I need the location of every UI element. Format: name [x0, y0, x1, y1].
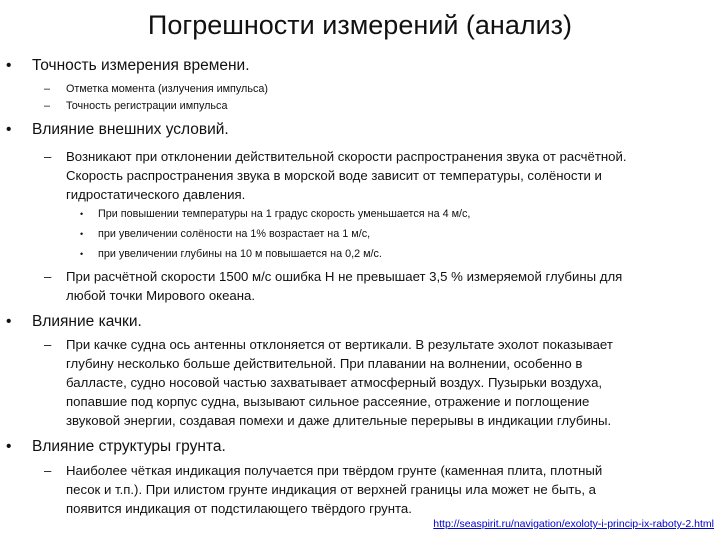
section-1-item-2 — [44, 98, 696, 115]
section-4-item-line-2: песок и т.п.). При илистом грунте индикация от верхней границы ила может не быть, а — [66, 482, 597, 497]
dash: – — [44, 83, 51, 95]
bullet: • — [6, 438, 12, 455]
section-1-heading — [6, 56, 250, 75]
section-2-item-2-line-1: При расчётной скорости 1500 м/с ошибка Н не превышает 3,5 % измеряемой глубины для — [66, 269, 623, 284]
section-3-item-line-2: глубину несколько больше действительной. При плавании на волнении, особенно в — [66, 356, 583, 371]
section-1-item-1-text: Отметка момента (излучения импульса) — [66, 83, 268, 95]
section-2-sub-item-3 — [80, 246, 382, 263]
section-1-heading-text: Точность измерения времени. — [32, 57, 250, 74]
section-4-item-line-3: появится индикация от подстилающего твёрдого грунта. — [66, 501, 412, 516]
section-2-item-2 — [44, 267, 696, 305]
section-2-sub-item-2 — [80, 226, 371, 243]
bullet: • — [80, 229, 84, 239]
bullet: • — [6, 57, 12, 74]
dash: – — [44, 149, 52, 164]
section-2-sub-item-1 — [80, 206, 471, 223]
section-2-item-2-line-2: любой точки Мирового океана. — [66, 288, 256, 303]
section-3-item-1 — [44, 335, 696, 430]
section-2-item-1-line-1: Возникают при отклонении действительной скорости распространения звука от расчётной. — [66, 149, 627, 164]
bullet: • — [80, 249, 84, 259]
bullet: • — [6, 121, 12, 138]
section-4-heading-text: Влияние структуры грунта. — [32, 438, 226, 455]
section-2-item-1-line-3: гидростатического давления. — [66, 187, 246, 202]
section-4-item-line-1: Наиболее чёткая индикация получается при твёрдом грунте (каменная плита, плотный — [66, 463, 603, 478]
slide-title: Погрешности измерений (анализ) — [147, 10, 573, 40]
section-3-item-line-4: попавшие под корпус судна, вызывают сильное рассеяние, отражение и поглощение — [66, 394, 590, 409]
dash: – — [44, 463, 52, 478]
section-2-item-1-line-2: Скорость распространения звука в морской воде зависит от температуры, солёности и — [66, 168, 602, 183]
section-2-sub-item-2-text: при увеличении солёности на 1% возрастает на 1 м/с, — [98, 228, 371, 240]
bullet: • — [6, 313, 12, 330]
section-1-item-1 — [44, 81, 696, 98]
section-3-heading — [6, 312, 142, 331]
section-3-item-line-5: звуковой энергии, создавая помехи и даже длительные перерывы в индикации глубины. — [66, 413, 612, 428]
section-1-item-2-text: Точность регистрации импульса — [66, 100, 228, 112]
section-2-heading — [6, 120, 229, 139]
section-2-item-1 — [44, 147, 696, 204]
section-2-sub-item-1-text: При повышении температуры на 1 градус скорость уменьшается на 4 м/с, — [98, 208, 471, 220]
dash: – — [44, 337, 52, 352]
bullet: • — [80, 209, 84, 219]
section-4-item-1 — [44, 461, 696, 518]
section-3-item-line-1: При качке судна ось антенны отклоняется от вертикали. В результате эхолот показывает — [66, 337, 613, 352]
section-2-heading-text: Влияние внешних условий. — [32, 121, 229, 138]
section-3-item-line-3: балласте, судно носовой частью захватывает атмосферный воздух. Пузырьки воздуха, — [66, 375, 603, 390]
section-2-sub-item-3-text: при увеличении глубины на 10 м повышается на 0,2 м/с. — [98, 248, 382, 260]
dash: – — [44, 100, 51, 112]
section-3-heading-text: Влияние качки. — [32, 313, 142, 330]
section-4-heading — [6, 437, 226, 456]
dash: – — [44, 269, 52, 284]
source-link[interactable]: http://seaspirit.ru/navigation/exoloty-i-princip-ix-raboty-2.html — [433, 518, 714, 530]
